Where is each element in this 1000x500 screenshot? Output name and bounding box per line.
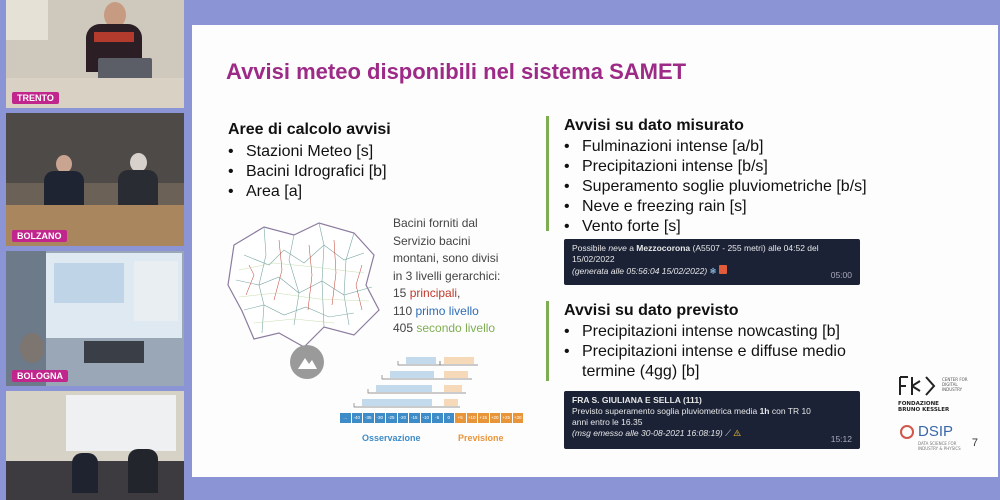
alert-time: 15:12 xyxy=(830,434,852,444)
timeline-cell: -30 xyxy=(375,413,387,423)
shared-screen xyxy=(46,253,182,338)
alert-time: 05:00 xyxy=(830,270,852,280)
alert-location: Mezzocorona xyxy=(636,243,691,253)
dsip-logo xyxy=(900,423,970,457)
alert-gen xyxy=(572,428,852,439)
timeline-cell: -20 xyxy=(398,413,410,423)
alert-text: (A5507 - 255 metri) alle 04:52 del xyxy=(690,243,819,253)
timeline-cell: -25 xyxy=(386,413,398,423)
fbk-center: CENTER FOR DIGITAL INDUSTRY xyxy=(942,377,968,392)
timeline-cell: -15 xyxy=(409,413,421,423)
alert-text: Previsto superamento soglia pluviometrica media xyxy=(572,406,760,416)
page-number: 7 xyxy=(971,437,978,449)
timeline-cell: -5 xyxy=(432,413,444,423)
fbk-mark-icon xyxy=(898,375,938,397)
warning-icon: ⚠ xyxy=(733,428,741,438)
aree-list xyxy=(228,142,387,202)
alert-text-bold: 1h xyxy=(759,406,770,416)
slide-title: Avvisi meteo disponibili nel sistema SAMET xyxy=(226,59,687,84)
desc-secondo-label: secondo livello xyxy=(416,321,496,335)
observation-label: Osservazione xyxy=(362,433,421,443)
list-item: • Neve e freezing rain [s] xyxy=(564,197,867,217)
timeline-brackets xyxy=(340,357,520,417)
video-tile-trento[interactable] xyxy=(6,0,184,108)
desc-primo xyxy=(393,303,500,321)
measured-heading: Avvisi su dato misurato xyxy=(564,117,744,134)
list-item: • Fulminazioni intense [a/b] xyxy=(564,137,867,157)
snowflake-icon: ❄ xyxy=(709,266,717,276)
video-tile-bologna[interactable] xyxy=(6,251,184,386)
tile-label-bologna: BOLOGNA xyxy=(12,370,68,382)
basin-description xyxy=(393,215,500,338)
dsip-name: DSIP xyxy=(918,423,954,440)
timeline-cell: +25 xyxy=(501,413,513,423)
alert-gen-text: (msg emesso alle 30-08-2021 16:08:19) xyxy=(572,428,723,438)
timeline-cell: +10 xyxy=(467,413,479,423)
desc-num: 405 xyxy=(393,321,417,335)
video-sidebar xyxy=(0,0,186,500)
alert-line2: 15/02/2022 xyxy=(572,254,615,264)
desc-principali-label: principali xyxy=(409,286,458,300)
video-tile-bolzano[interactable] xyxy=(6,113,184,246)
desc-secondo xyxy=(393,320,500,338)
tile-label-trento: TRENTO xyxy=(12,92,59,104)
alert-title: FRA S. GIULIANA E SELLA (111) xyxy=(572,395,702,405)
list-item: • Precipitazioni intense [b/s] xyxy=(564,157,867,177)
participant xyxy=(44,155,84,210)
basin-map xyxy=(224,215,386,355)
alert-gen xyxy=(572,265,852,277)
list-item: termine (4gg) [b] xyxy=(582,363,700,380)
measured-accent-bar xyxy=(546,116,549,231)
list-item: • Stazioni Meteo [s] xyxy=(228,142,387,162)
desc-line: Bacini forniti dal xyxy=(393,216,478,230)
fbk-name: FONDAZIONE BRUNO KESSLER xyxy=(898,401,950,413)
timeline-cell: 0 xyxy=(444,413,456,423)
forecast-accent-bar xyxy=(546,301,549,381)
fbk-logo xyxy=(898,375,978,415)
desc-primo-label: primo livello xyxy=(415,303,479,318)
desc-num: 15 xyxy=(393,286,410,300)
desc-comma: , xyxy=(457,286,461,300)
list-item: • Precipitazioni intense nowcasting [b] xyxy=(564,322,846,342)
desc-line: Servizio bacini xyxy=(393,233,471,248)
timeline-diagram xyxy=(340,357,520,449)
forecast-list xyxy=(564,322,846,382)
rain-icon: ⟋ xyxy=(725,428,732,438)
alert-gen-text: (generata alle 05:56:04 15/02/2022) xyxy=(572,266,708,276)
alert-line1 xyxy=(572,243,852,254)
alert-text: con TR 10 xyxy=(769,406,811,416)
timeline-cell: ... xyxy=(340,413,352,423)
participant xyxy=(72,453,98,493)
list-item: • Bacini Idrografici [b] xyxy=(228,162,387,182)
timeline-cell: -35 xyxy=(363,413,375,423)
timeline-cell: +5 xyxy=(455,413,467,423)
list-item: • Area [a] xyxy=(228,182,387,202)
timeline-cell: -40 xyxy=(352,413,364,423)
alert-text: Possibile xyxy=(572,243,609,253)
desc-num: 110 xyxy=(393,303,416,318)
desc-principali xyxy=(393,285,500,303)
projection-screen xyxy=(66,395,176,451)
dsip-sub: DATA SCIENCE FOR INDUSTRY & PHYSICS xyxy=(918,441,961,451)
desc-line: montani, sono divisi xyxy=(393,251,499,265)
laptop xyxy=(84,341,144,363)
list-item: • Superamento soglie pluviometriche [b/s] xyxy=(564,177,867,197)
alert-line3: anni entro le 16.35 xyxy=(572,417,643,427)
alert-text-em: neve xyxy=(608,243,627,253)
timeline-cell: +20 xyxy=(490,413,502,423)
video-tile-room[interactable] xyxy=(6,391,184,500)
measured-alert-message xyxy=(564,239,860,285)
presentation-slide xyxy=(192,25,998,477)
tile-label-bolzano: BOLZANO xyxy=(12,230,67,242)
alert-text: a xyxy=(626,243,637,253)
timeline-cell: +15 xyxy=(478,413,490,423)
participant xyxy=(128,449,158,493)
list-item: • Vento forte [s] xyxy=(564,217,867,237)
participant xyxy=(118,153,158,211)
desc-line: in 3 livelli gerarchici: xyxy=(393,268,501,283)
aree-heading: Aree di calcolo avvisi xyxy=(228,121,391,138)
mountain-icon xyxy=(290,345,324,379)
measured-list xyxy=(564,137,867,237)
forecast-heading: Avvisi su dato previsto xyxy=(564,302,739,319)
timeline-cell: +30 xyxy=(513,413,525,423)
forecast-alert-message xyxy=(564,391,860,449)
timeline-cells xyxy=(340,413,524,425)
warning-red-icon xyxy=(719,265,727,274)
alert-line2 xyxy=(572,406,852,417)
dsip-mark-icon xyxy=(900,425,914,439)
list-item: • Precipitazioni intense e diffuse medio xyxy=(564,342,846,362)
timeline-cell: -10 xyxy=(421,413,433,423)
forecast-label: Previsione xyxy=(458,433,504,443)
